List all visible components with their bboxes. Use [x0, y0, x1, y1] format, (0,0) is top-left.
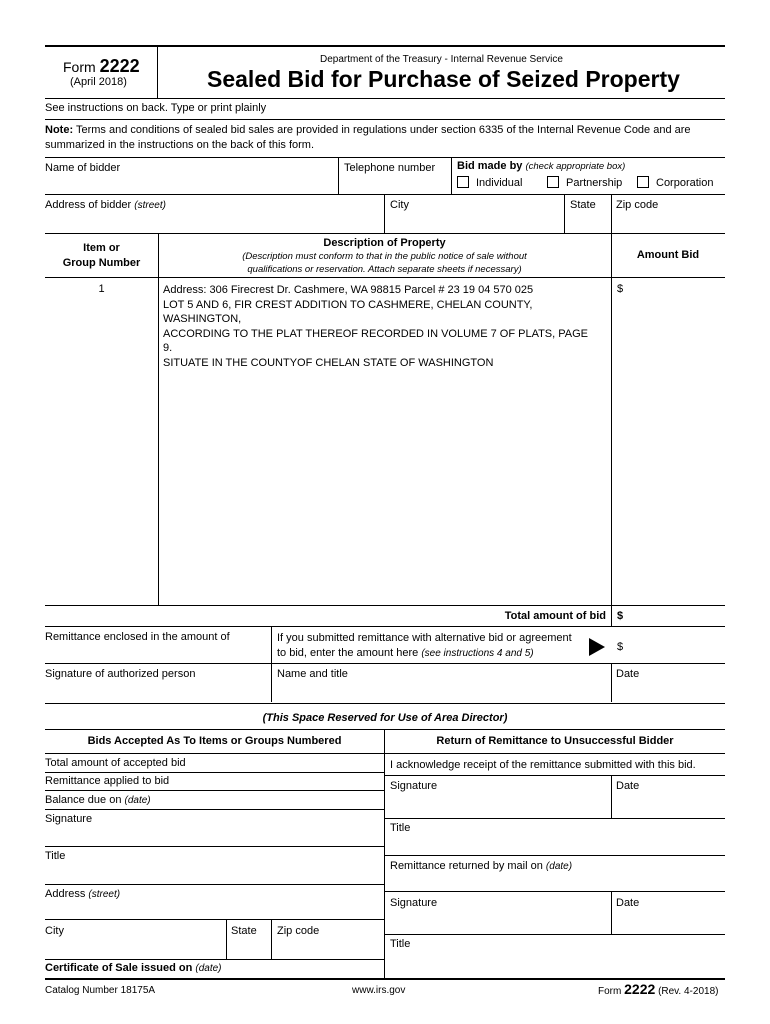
- city-field[interactable]: [386, 212, 562, 232]
- alt-bid-value[interactable]: $: [617, 641, 624, 653]
- returned-by-mail-label: [390, 860, 572, 872]
- balance-due-text: Balance due on: [45, 794, 122, 806]
- reserved-heading: (This Space Reserved for Use of Area Director): [262, 712, 508, 724]
- address-hint: (street): [134, 200, 166, 211]
- returner-title-label: Title: [390, 938, 411, 950]
- amount-header: Amount Bid: [636, 249, 700, 261]
- divider: [271, 626, 272, 702]
- footer-form-word: Form: [598, 986, 622, 997]
- header-bottom-rule: [45, 98, 725, 99]
- note-line-1: [45, 124, 691, 136]
- rule: [45, 790, 384, 791]
- description-hint-1: (Description must conform to that in the public notice of sale without: [242, 251, 527, 262]
- total-bid-value[interactable]: $: [617, 610, 624, 622]
- top-rule: [45, 45, 725, 47]
- rule: [45, 846, 384, 847]
- rule: [385, 818, 725, 819]
- footer-revision: (Rev. 4-2018): [658, 986, 719, 997]
- item-column-divider: [158, 233, 159, 606]
- rule: [45, 809, 384, 810]
- rule: [385, 934, 725, 935]
- remittance-applied-label: Remittance applied to bid: [45, 775, 170, 787]
- table-top-rule: [45, 233, 725, 234]
- bid-made-by-label: [457, 160, 625, 172]
- alt-bid-text-2: [277, 647, 534, 659]
- rule: [45, 729, 725, 730]
- table-bottom-rule: [45, 605, 725, 606]
- description-line: WASHINGTON,: [163, 313, 242, 326]
- balance-due-label: [45, 794, 151, 806]
- irs-url[interactable]: www.irs.gov: [352, 985, 406, 996]
- note-text: Terms and conditions of sealed bid sales are provided in regulations under section 6335 of the Internal Revenue Code and are: [75, 124, 691, 136]
- balance-due-hint: (date): [124, 795, 151, 806]
- director-address-label: [45, 888, 120, 900]
- table-header-rule: [45, 277, 725, 278]
- total-accepted-label: Total amount of accepted bid: [45, 757, 186, 769]
- address-text: Address of bidder: [45, 199, 132, 211]
- item-header-line1: Item or: [83, 242, 120, 254]
- bidder-date-label: Date: [616, 780, 640, 792]
- partnership-label: Partnership: [566, 177, 623, 189]
- rule: [45, 703, 725, 704]
- divider: [226, 919, 227, 959]
- description-line: Address: 306 Firecrest Dr. Cashmere, WA 98815 Parcel # 23 19 04 570 025: [163, 284, 534, 296]
- form-label: [63, 56, 140, 77]
- address-field[interactable]: [45, 212, 380, 232]
- rule: [45, 194, 725, 195]
- form-title: Sealed Bid for Purchase of Seized Property: [207, 66, 680, 92]
- total-bid-label: Total amount of bid: [504, 610, 606, 622]
- agency-name: Department of the Treasury - Internal Revenue Service: [320, 54, 563, 65]
- bid-made-by-hint: (check appropriate box): [525, 161, 626, 172]
- date-field[interactable]: [613, 682, 723, 702]
- director-zip-label: Zip code: [277, 925, 320, 937]
- certificate-label: [45, 962, 222, 974]
- note-line-2: summarized in the instructions on the back of this form.: [45, 139, 315, 151]
- city-label: City: [390, 199, 409, 211]
- acknowledge-text: I acknowledge receipt of the remittance submitted with this bid.: [390, 759, 696, 771]
- state-label: State: [570, 199, 596, 211]
- title-label: Title: [45, 850, 66, 862]
- alt-bid-text: to bid, enter the amount here: [277, 647, 419, 659]
- description-line: ACCORDING TO THE PLAT THEREOF RECORDED IN VOLUME 7 OF PLATS, PAGE: [163, 327, 589, 340]
- alt-bid-text-1: If you submitted remittance with alternative bid or agreement: [277, 632, 572, 644]
- name-of-bidder-field[interactable]: [45, 172, 335, 194]
- amount-bid-value[interactable]: $: [617, 283, 624, 295]
- zip-label: Zip code: [616, 199, 659, 211]
- description-header: Description of Property: [323, 237, 446, 249]
- divider: [611, 663, 612, 702]
- rule: [385, 775, 725, 776]
- bidder-title-label: Title: [390, 822, 411, 834]
- header-divider: [157, 47, 158, 99]
- rule: [45, 119, 725, 120]
- form-revision: (April 2018): [70, 76, 127, 88]
- see-instructions: See instructions on back. Type or print plainly: [45, 102, 267, 114]
- description-text[interactable]: [163, 283, 588, 371]
- director-city-label: City: [45, 925, 64, 937]
- form-word: Form: [63, 59, 96, 75]
- name-title-label: Name and title: [277, 668, 348, 680]
- note-label: Note:: [45, 124, 74, 136]
- bids-accepted-header: Bids Accepted As To Items or Groups Numbered: [87, 735, 342, 747]
- telephone-label: Telephone number: [344, 162, 436, 174]
- divider: [384, 194, 385, 234]
- returned-by-mail-hint: (date): [545, 861, 573, 872]
- returner-date-label: Date: [616, 897, 640, 909]
- director-address-hint: (street): [88, 889, 121, 900]
- catalog-number: Catalog Number 18175A: [45, 985, 156, 996]
- address-label: [45, 199, 166, 211]
- bid-made-by-text: Bid made by: [457, 160, 523, 172]
- item-number: 1: [98, 283, 105, 295]
- certificate-text: Certificate of Sale issued on: [45, 962, 193, 974]
- rule: [385, 891, 725, 892]
- individual-label: Individual: [476, 177, 523, 189]
- remittance-enclosed-label: Remittance enclosed in the amount of: [45, 631, 230, 643]
- rule: [385, 855, 725, 856]
- rule: [45, 919, 384, 920]
- rule: [45, 884, 384, 885]
- signature-authorized-field[interactable]: [45, 682, 270, 702]
- footer-form-number: 2222: [624, 981, 656, 997]
- return-remittance-header: Return of Remittance to Unsuccessful Bidder: [436, 735, 674, 747]
- signature-authorized-label: Signature of authorized person: [45, 668, 196, 680]
- signature-label: Signature: [45, 813, 93, 825]
- divider: [611, 891, 612, 934]
- description-line: SITUATE IN THE COUNTYOF CHELAN STATE OF WASHINGTON: [163, 356, 494, 369]
- name-of-bidder-label: Name of bidder: [45, 162, 121, 174]
- state-field[interactable]: [566, 212, 610, 232]
- divider: [338, 157, 339, 195]
- rule: [45, 626, 725, 627]
- item-header-line2: Group Number: [62, 257, 141, 269]
- section-divider: [384, 729, 385, 979]
- corporation-label: Corporation: [656, 177, 714, 189]
- form-number: 2222: [99, 56, 140, 76]
- rule: [45, 772, 384, 773]
- divider: [611, 194, 612, 234]
- rule: [45, 753, 725, 754]
- director-state-label: State: [231, 925, 257, 937]
- telephone-field[interactable]: [340, 174, 450, 194]
- footer-form-label: [598, 981, 718, 997]
- individual-checkbox[interactable]: [457, 176, 469, 188]
- arrow-right-icon: [589, 638, 605, 656]
- divider: [451, 157, 452, 195]
- date-label: Date: [616, 668, 640, 680]
- zip-field[interactable]: [613, 212, 723, 232]
- description-hint-2: qualifications or reservation. Attach separate sheets if necessary): [247, 264, 522, 275]
- divider: [564, 194, 565, 234]
- bottom-rule: [45, 978, 725, 980]
- certificate-hint: (date): [195, 963, 222, 974]
- bidder-signature-label: Signature: [390, 780, 438, 792]
- description-line: 9.: [163, 342, 173, 355]
- partnership-checkbox[interactable]: [547, 176, 559, 188]
- remittance-enclosed-field[interactable]: [45, 645, 270, 662]
- description-line: LOT 5 AND 6, FIR CREST ADDITION TO CASHMERE, CHELAN COUNTY,: [163, 298, 533, 311]
- returned-by-mail-text: Remittance returned by mail on: [390, 860, 543, 872]
- corporation-checkbox[interactable]: [637, 176, 649, 188]
- name-title-field[interactable]: [273, 682, 609, 702]
- alt-bid-hint: (see instructions 4 and 5): [421, 648, 534, 659]
- rule: [45, 959, 384, 960]
- amount-column-divider: [611, 233, 612, 626]
- divider: [271, 919, 272, 959]
- divider: [611, 775, 612, 818]
- returner-signature-label: Signature: [390, 897, 438, 909]
- director-address-text: Address: [45, 888, 86, 900]
- rule: [45, 663, 725, 664]
- rule: [45, 157, 725, 158]
